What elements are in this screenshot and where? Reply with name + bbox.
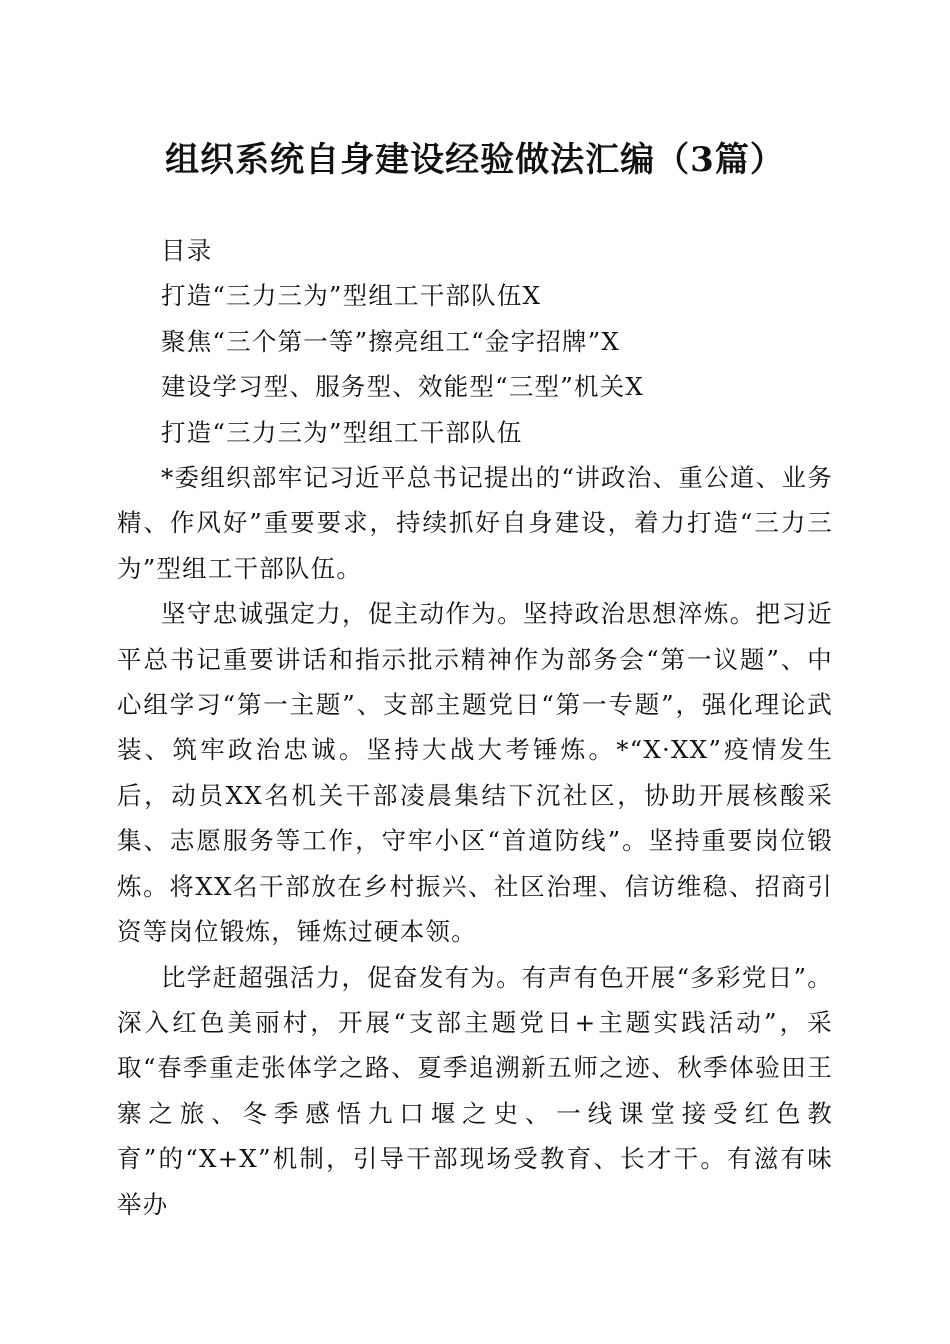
toc-item: 建设学习型、服务型、效能型“三型”机关X <box>161 372 644 402</box>
paragraph: *委组织部牢记习近平总书记提出的“讲政治、重公道、业务精、作风好”重要要求，持续抓好自身建设，着力打造“三力三为”型组工干部队伍。 <box>117 463 833 583</box>
document-title: 组织系统自身建设经验做法汇编（3篇） <box>165 140 785 180</box>
section-title: 打造“三力三为”型组工干部队伍 <box>161 417 523 447</box>
document-body <box>117 228 833 1227</box>
toc-item: 打造“三力三为”型组工干部队伍X <box>161 281 542 311</box>
toc-heading: 目录 <box>161 236 213 265</box>
toc-item: 聚焦“三个第一等”擦亮组工“金字招牌”X <box>161 326 621 356</box>
paragraph: 坚守忠诚强定力，促主动作为。坚持政治思想淬炼。把习近平总书记重要讲话和指示批示精神作为部务会“第一议题”、中心组学习“第一主题”、支部主题党日“第一专题”，强化理论武装、筑牢政治忠诚。坚持大战大考锤炼。*“X·XX”疫情发生后，动员XX名机关干部凌晨集结下沉社区，协助开展核酸采集、志愿服务等工作，守牢小区“首道防线”。坚持重要岗位锻炼。将XX名干部放在乡村振兴、社区治理、信访维稳、招商引资等岗位锻炼，锤炼过硬本领。 <box>117 599 833 947</box>
paragraph: 比学赶超强活力，促奋发有为。有声有色开展“多彩党日”。深入红色美丽村，开展“支部主题党日+主题实践活动”，采取“春季重走张体学之路、夏季追溯新五师之迹、秋季体验田王寨之旅、冬季感悟九口堰之史、一线课堂接受红色教育”的“X+X”机制，引导干部现场受教育、长才干。有滋有味举办 <box>117 962 833 1219</box>
